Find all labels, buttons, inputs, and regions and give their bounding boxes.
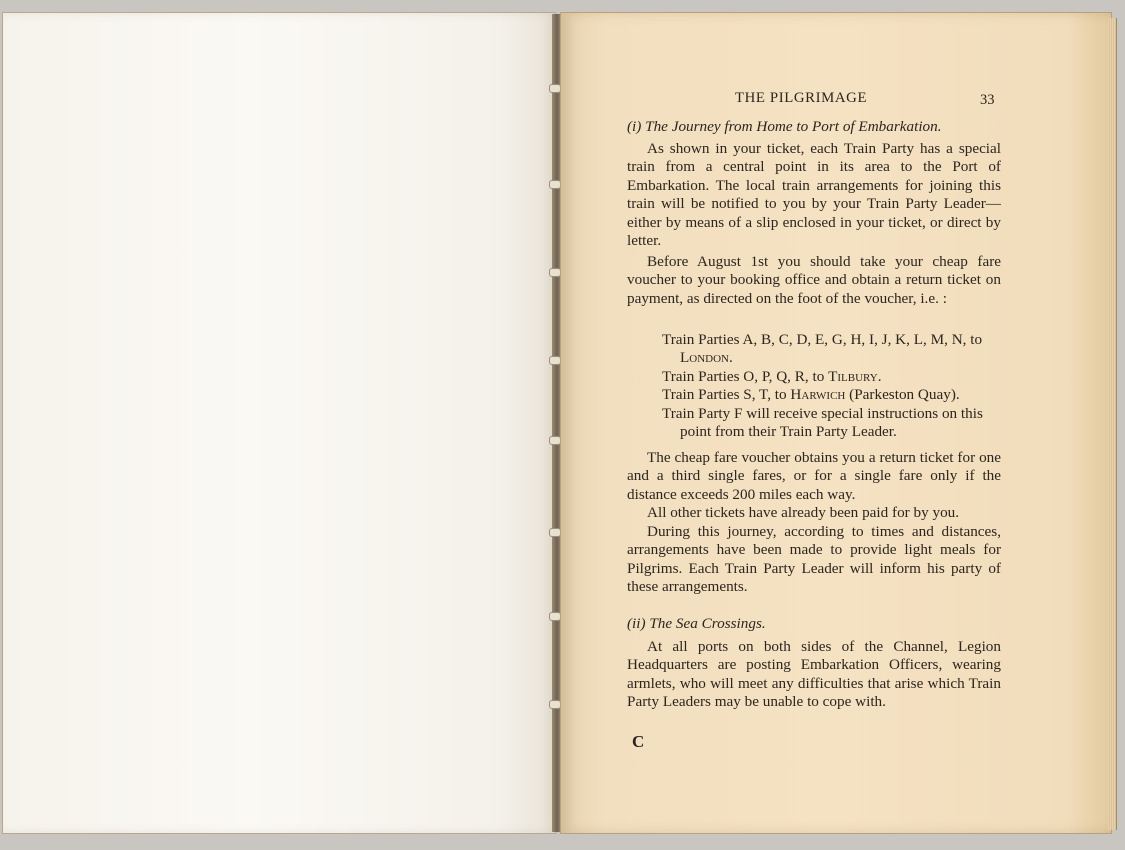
paragraph-light-meals: During this journey, according to times and distances, arrangements have been made to provide light meals for Pilgrims. Each Train Party Leader will inform his party of these arrangements. [627,523,1001,596]
signature-mark: C [632,732,645,751]
page-number: 33 [980,92,995,108]
list-item: Train Parties O, P, Q, R, to Tilbury. [662,367,882,385]
paragraph-embarkation-officers: At all ports on both sides of the Channel, Legion Headquarters are posting Embarkation Officers, wearing armlets, who will meet any difficulties that arise which Train Party Leaders may be unable to cope with. [627,638,1001,711]
running-head: THE PILGRIMAGE [735,90,868,106]
paragraph-tickets-paid: All other tickets have already been paid for by you. [647,504,960,521]
page-edges [1108,18,1117,830]
paragraph-voucher: Before August 1st you should take your cheap fare voucher to your booking office and obtain a return ticket on payment, as directed on the foot of the voucher, i.e. : [627,253,1001,307]
blank-left-page [2,12,556,834]
paragraph-cheap-fare: The cheap fare voucher obtains you a return ticket for one and a third single fares, or for a single fare only if the distance exceeds 200 miles each way. [627,449,1001,503]
list-item: Train Party F will receive special instructions on this point from their Train Party Leader. [662,404,983,441]
paragraph-train-party: As shown in your ticket, each Train Party has a special train from a central point in its area to the Port of Embarkation. The local train arrangements for joining this train will be notified to you by your Train Party Leader—either by means of a slip enclosed in your ticket, or direct by letter. [627,140,1001,250]
list-item: Train Parties S, T, to Harwich (Parkeston Quay). [662,386,960,404]
section-heading-sea-crossings: (ii) The Sea Crossings. [627,615,766,632]
section-heading-journey: (i) The Journey from Home to Port of Embarkation. [627,118,942,135]
train-party-list [662,331,1002,441]
list-item: Train Parties A, B, C, D, E, G, H, I, J, K, L, M, N, to London. [662,331,983,367]
